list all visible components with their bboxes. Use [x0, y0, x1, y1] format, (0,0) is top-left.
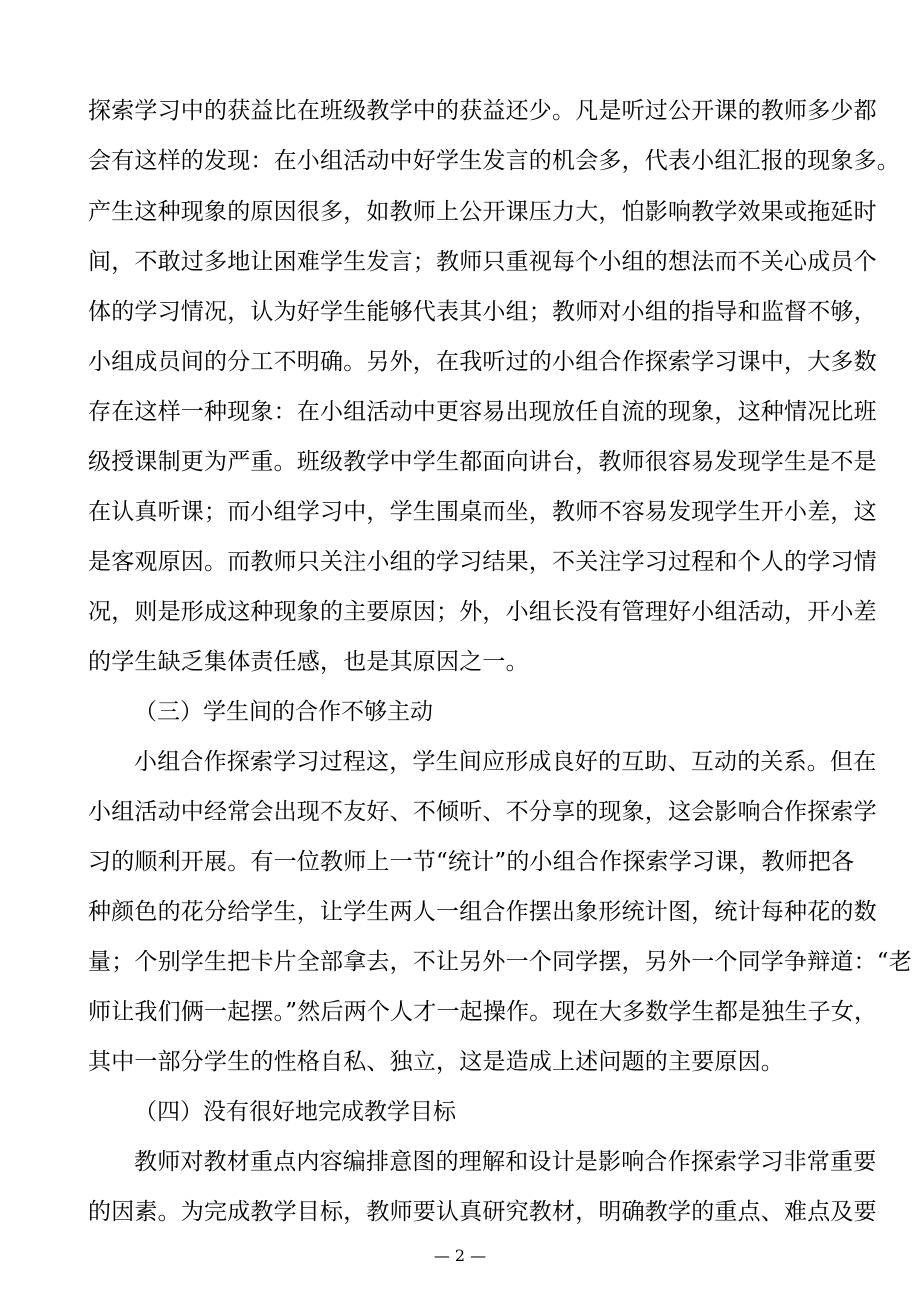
- paragraph-2-line: 小组合作探索学习过程这，学生间应形成良好的互助、互动的关系。但在: [134, 749, 877, 775]
- paragraph-1-line: 况，则是形成这种现象的主要原因；外，小组长没有管理好小组活动，开小差: [88, 599, 877, 625]
- paragraph-3-line: 的因素。为完成教学目标，教师要认真研究教材，明确教学的重点、难点及要: [88, 1199, 877, 1225]
- paragraph-2-line: 其中一部分学生的性格自私、独立，这是造成上述问题的主要原因。: [88, 1049, 784, 1075]
- paragraph-2-line: 小组活动中经常会出现不友好、不倾听、不分享的现象，这会影响合作探索学: [88, 799, 877, 825]
- paragraph-1-line: 产生这种现象的原因很多，如教师上公开课压力大，怕影响教学效果或拖延时: [88, 199, 877, 225]
- paragraph-3-line: 教师对教材重点内容编排意图的理解和设计是影响合作探索学习非常重要: [134, 1149, 877, 1175]
- page-number: — 2 —: [433, 1246, 487, 1265]
- paragraph-2-line: 种颜色的花分给学生，让学生两人一组合作摆出象形统计图，统计每种花的数: [88, 899, 877, 925]
- paragraph-1-line: 探索学习中的获益比在班级教学中的获益还少。凡是听过公开课的教师多少都: [88, 98, 877, 124]
- paragraph-1-line: 存在这样一种现象：在小组活动中更容易出现放任自流的现象，这种情况比班: [88, 399, 877, 425]
- paragraph-1-line: 小组成员间的分工不明确。另外，在我听过的小组合作探索学习课中，大多数: [88, 349, 877, 375]
- paragraph-1-line: 是客观原因。而教师只关注小组的学习结果，不关注学习过程和个人的学习情: [88, 549, 877, 575]
- paragraph-1-line: 级授课制更为严重。班级教学中学生都面向讲台，教师很容易发现学生是不是: [88, 449, 877, 475]
- paragraph-1-line: 在认真听课；而小组学习中，学生围桌而坐，教师不容易发现学生开小差，这: [88, 499, 877, 525]
- paragraph-2-line: 习的顺利开展。有一位教师上一节“统计”的小组合作探索学习课，教师把各: [88, 849, 855, 875]
- section-heading-4: （四）没有很好地完成教学目标: [134, 1099, 456, 1125]
- section-heading-3: （三）学生间的合作不够主动: [134, 699, 433, 725]
- paragraph-2-line: 量；个别学生把卡片全部拿去，不让另外一个同学摆，另外一个同学争辩道：“老: [88, 949, 912, 975]
- paragraph-1-line: 间，不敢过多地让困难学生发言；教师只重视每个小组的想法而不关心成员个: [88, 249, 877, 275]
- paragraph-1-line: 会有这样的发现：在小组活动中好学生发言的机会多，代表小组汇报的现象多。: [88, 148, 900, 174]
- paragraph-1-line: 的学生缺乏集体责任感，也是其原因之一。: [88, 649, 529, 675]
- paragraph-1-line: 体的学习情况，认为好学生能够代表其小组；教师对小组的指导和监督不够，: [88, 299, 877, 325]
- paragraph-2-line: 师让我们俩一起摆。”然后两个人才一起操作。现在大多数学生都是独生子女，: [88, 999, 878, 1025]
